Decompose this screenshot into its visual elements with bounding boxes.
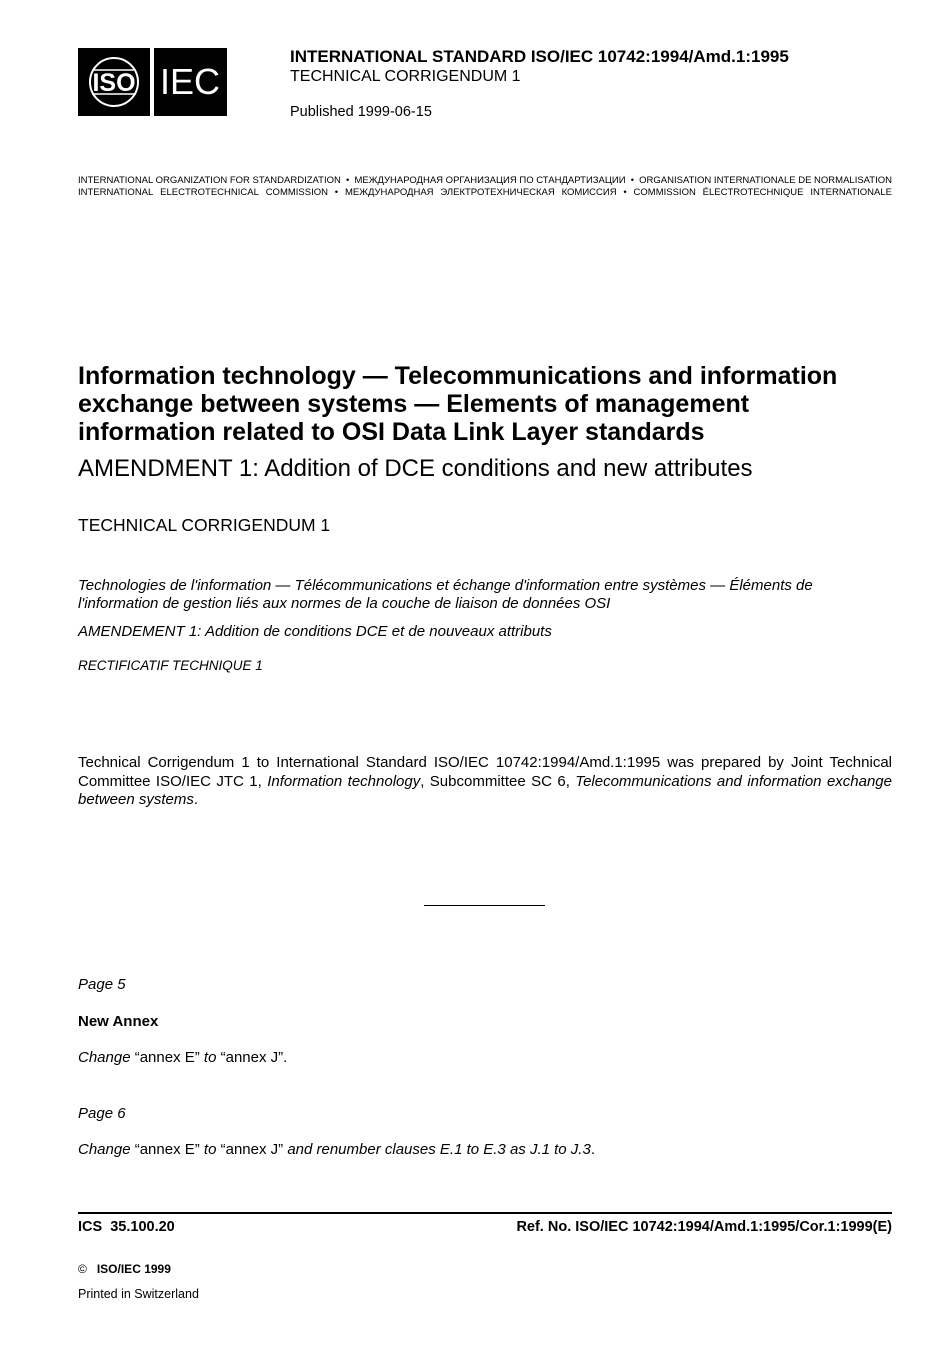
french-title	[78, 577, 893, 613]
amendment-title: AMENDMENT 1: Addition of DCE conditions and new attributes	[78, 455, 753, 482]
title-line-3: information related to OSI Data Link Layer standards	[78, 418, 705, 446]
org-line-2-part: ЭЛЕКТРОТЕХНИЧЕСКАЯ	[440, 187, 555, 198]
document-title	[78, 362, 878, 446]
copyright-symbol: ©	[78, 1262, 87, 1276]
french-rectificatif: RECTIFICATIF TECHNIQUE 1	[78, 658, 263, 673]
change-from: “annex E”	[130, 1141, 204, 1158]
standard-title: INTERNATIONAL STANDARD ISO/IEC 10742:1994/Amd.1:1995	[290, 47, 789, 66]
org-line-2-part: КОМИССИЯ	[561, 187, 617, 198]
footer-rule	[78, 1212, 892, 1214]
to-word: to	[203, 1141, 217, 1158]
reference-number: Ref. No. ISO/IEC 10742:1994/Amd.1:1995/Cor.1:1999(E)	[516, 1219, 892, 1235]
org-line-2-part: INTERNATIONAL	[78, 187, 154, 198]
intro-subcommittee-name: Telecommunications and information exchange between systems	[78, 772, 892, 809]
org-line-1-part: •	[630, 175, 635, 186]
org-line-1-part: •	[345, 175, 350, 186]
org-line-1-part: INTERNATIONAL ORGANIZATION FOR STANDARDIZATION	[78, 175, 341, 186]
new-annex-heading: New Annex	[78, 1013, 159, 1030]
change-word: Change	[78, 1049, 131, 1066]
published-date: Published 1999-06-15	[290, 104, 432, 120]
org-line-2-part: ÉLECTROTECHNIQUE	[702, 187, 804, 198]
change-to: “annex J”	[216, 1141, 288, 1158]
iec-logo-text: IEC	[159, 61, 221, 102]
iso-logo-text: ISO	[92, 69, 136, 97]
page-6-label: Page 6	[78, 1105, 126, 1122]
change-from: “annex E”	[130, 1049, 204, 1066]
title-line-2: exchange between systems — Elements of management	[78, 390, 750, 418]
title-line-1: Information technology — Telecommunications and information	[78, 362, 838, 390]
ics-code: ICS 35.100.20	[78, 1219, 175, 1235]
sentence-end: .	[590, 1141, 595, 1158]
org-line-2-part: COMMISSION	[633, 187, 696, 198]
iso-iec-logo	[78, 48, 227, 116]
copyright	[78, 1262, 171, 1276]
org-line-2-part: INTERNATIONALE	[810, 187, 892, 198]
intro-committee-name: Information technology	[267, 772, 421, 790]
intro-text: .	[193, 791, 199, 809]
printed-in: Printed in Switzerland	[78, 1287, 199, 1301]
french-amendment: AMENDEMENT 1: Addition de conditions DCE et de nouveaux attributs	[78, 623, 552, 640]
copyright-text: ISO/IEC 1999	[96, 1262, 171, 1276]
to-word: to	[203, 1049, 217, 1066]
renumber-text: and renumber clauses E.1 to E.3 as J.1 to J.3	[287, 1141, 591, 1158]
org-line-1	[78, 175, 892, 186]
org-line-2-part: МЕЖДУНАРОДНАЯ	[344, 187, 434, 198]
page-5-label: Page 5	[78, 976, 126, 993]
org-line-2-part: COMMISSION	[265, 187, 328, 198]
change-instruction-2	[78, 1141, 595, 1158]
change-to: “annex J”.	[216, 1049, 288, 1066]
divider-rule	[424, 905, 545, 906]
org-line-2-part: ELECTROTECHNICAL	[160, 187, 259, 198]
logo-graphic	[78, 48, 227, 116]
org-line-1-part: ORGANISATION INTERNATIONALE DE NORMALISATION	[639, 175, 892, 186]
french-title-line-1: Technologies de l'information — Télécommunications et échange d'information entre systèmes — Éléments de	[78, 577, 813, 594]
change-word: Change	[78, 1141, 131, 1158]
intro-text: Technical Corrigendum 1 to International Standard ISO/IEC 10742:1994/Amd.1:1995 was prepared by Joint Technical Committee ISO/IEC JTC 1,	[78, 754, 892, 790]
org-line-2-part: •	[334, 187, 339, 198]
french-title-line-2: l'information de gestion liés aux normes de la couche de liaison de données OSI	[78, 595, 611, 612]
change-instruction-1	[78, 1049, 287, 1066]
corrigendum-title: TECHNICAL CORRIGENDUM 1	[78, 515, 331, 535]
intro-text: , Subcommittee SC 6,	[420, 772, 576, 790]
standard-subtitle: TECHNICAL CORRIGENDUM 1	[290, 68, 521, 85]
org-line-2	[78, 187, 892, 198]
org-line-2-part: •	[623, 187, 627, 198]
org-line-1-part: МЕЖДУНАРОДНАЯ ОРГАНИЗАЦИЯ ПО СТАНДАРТИЗАЦИИ	[354, 175, 626, 186]
intro-paragraph	[78, 754, 892, 810]
